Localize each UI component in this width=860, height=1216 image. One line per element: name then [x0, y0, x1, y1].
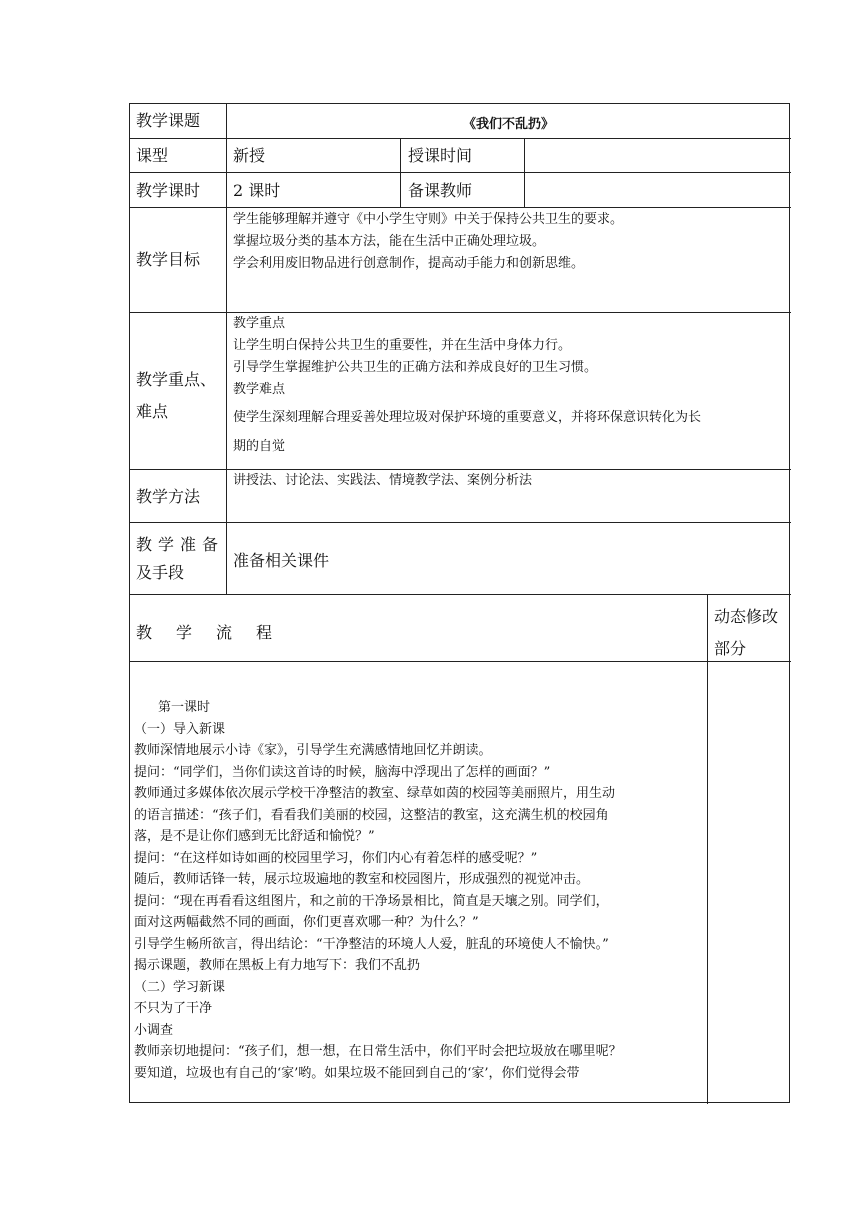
- lesson-plan-table: [129, 103, 790, 1103]
- process-line: 小调查: [134, 1022, 174, 1038]
- preparation-label: [136, 531, 224, 587]
- key-line: 让学生明白保持公共卫生的重要性，并在生活中身体力行。: [233, 338, 572, 353]
- key-heading: 教学重点: [233, 316, 286, 331]
- topic-label: 教学课题: [136, 111, 201, 130]
- methods-value: 讲授法、讨论法、实践法、情境教学法、案例分析法: [233, 473, 533, 488]
- process-line: 提问：“现在再看看这组图片，和之前的干净场景相比，简直是天壤之别。同学们，: [134, 893, 609, 909]
- process-line: 教师通过多媒体依次展示学校干净整洁的教室、绿草如茵的校园等美丽照片，用生动: [134, 786, 616, 801]
- lesson-type-value: 新授: [233, 146, 266, 165]
- dynamic-edit-label-line2: 部分: [714, 639, 747, 658]
- key-points-label: [136, 364, 216, 428]
- process-line: 落，是不是让你们感到无比舒适和愉悦？”: [134, 829, 375, 844]
- preparation-label-line2: 及手段: [136, 563, 185, 582]
- process-line: 面对这两幅截然不同的画面，你们更喜欢哪一种？为什么？”: [134, 915, 479, 930]
- objective-line: 掌握垃圾分类的基本方法，能在生活中正确处理垃圾。: [233, 234, 546, 249]
- dynamic-edit-label: [714, 601, 778, 665]
- process-line: 的语言描述：“孩子们，看看我们美丽的校园，这整洁的教室，这充满生机的校园角: [134, 807, 609, 823]
- class-time-label: 授课时间: [408, 146, 473, 165]
- process-line: 要知道，垃圾也有自己的‘家’哟。如果垃圾不能回到自己的‘家’，你们觉得会带: [134, 1065, 580, 1081]
- objective-line: 学生能够理解并遵守《中小学生守则》中关于保持公共卫生的要求。: [233, 212, 624, 227]
- process-line: 教师深情地展示小诗《家》，引导学生充满感情地回忆并朗读。: [134, 743, 492, 758]
- periods-value: 2 课时: [233, 181, 281, 200]
- key-points-content: [233, 313, 701, 459]
- difficulty-heading: 教学难点: [233, 382, 286, 397]
- methods-label: 教学方法: [136, 487, 201, 506]
- difficulty-line: 期的自觉: [233, 439, 286, 454]
- process-line: 引导学生畅所欲言，得出结论：“干净整洁的环境人人爱，脏乱的环境使人不愉快。”: [134, 936, 609, 952]
- preparation-label-line1: 教学准备: [136, 535, 225, 554]
- process-header-label: 教学流程: [136, 623, 297, 642]
- process-line: 不只为了干净: [134, 1001, 213, 1016]
- process-line: 揭示课题，教师在黑板上有力地写下：我们不乱扔: [134, 958, 421, 973]
- process-content: [134, 697, 706, 1084]
- objective-line: 学会利用废旧物品进行创意制作，提高动手能力和创新思维。: [233, 256, 585, 271]
- key-points-label-line1: 教学重点、: [136, 370, 217, 389]
- difficulty-line: 使学生深刻理解合理妥善处理垃圾对保护环境的重要意义，并将环保意识转化为长: [233, 410, 702, 425]
- process-line: 教师亲切地提问：“孩子们，想一想，在日常生活中，你们平时会把垃圾放在哪里呢？: [134, 1044, 622, 1059]
- process-line: 提问：“在这样如诗如画的校园里学习，你们内心有着怎样的感受呢？”: [134, 850, 538, 866]
- objectives-content: [233, 209, 623, 275]
- teacher-label: 备课教师: [408, 181, 473, 200]
- topic-value: 《我们不乱扔》: [462, 117, 554, 132]
- preparation-value: 准备相关课件: [233, 551, 330, 570]
- lesson-type-label: 课型: [136, 146, 169, 165]
- process-line: 提问：“同学们，当你们读这首诗的时候，脑海中浮现出了怎样的画面？”: [134, 764, 551, 780]
- key-points-label-line2: 难点: [136, 402, 169, 421]
- key-line: 引导学生掌握维护公共卫生的正确方法和养成良好的卫生习惯。: [233, 360, 598, 375]
- process-line: （一）导入新课: [134, 721, 226, 737]
- periods-label: 教学课时: [136, 181, 201, 200]
- process-line: 第一课时: [158, 700, 211, 715]
- process-line: 随后，教师话锋一转，展示垃圾遍地的教室和校园图片，形成强烈的视觉冲击。: [134, 872, 590, 887]
- process-line: （二）学习新课: [134, 979, 226, 995]
- dynamic-edit-label-line1: 动态修改: [714, 607, 779, 626]
- objectives-label: 教学目标: [136, 250, 201, 269]
